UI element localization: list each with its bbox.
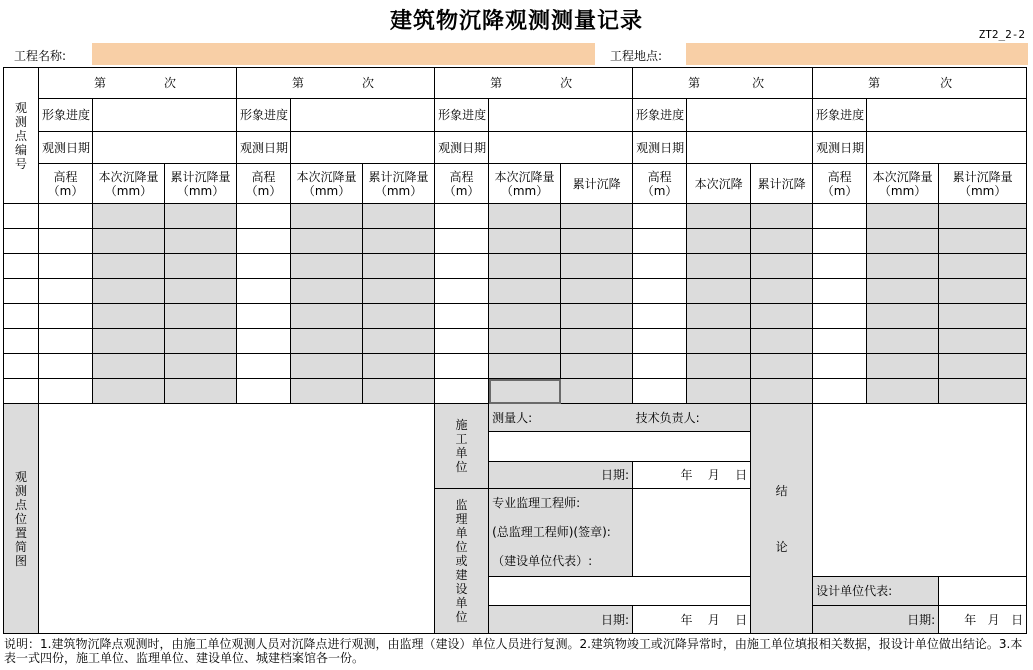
header-line [0,42,1033,66]
data-cell[interactable] [633,354,687,379]
table-row [4,304,1027,329]
progress-label: 形象进度 [435,99,489,132]
sketch-area[interactable] [39,404,435,634]
data-cell[interactable] [561,379,633,404]
data-cell[interactable] [237,379,291,404]
date-label: 观测日期 [435,132,489,164]
progress-value[interactable] [291,99,435,132]
data-cell[interactable] [39,304,93,329]
data-cell[interactable] [165,254,237,279]
data-cell[interactable] [291,204,363,229]
column-header-row [4,164,1027,204]
design-rep-label: 设计单位代表: [813,577,939,606]
data-cell[interactable] [813,304,867,329]
data-cell[interactable] [813,329,867,354]
selected-cell[interactable] [489,379,561,404]
date-label: 观测日期 [237,132,291,164]
construction-date-value[interactable]: 年 月 日 [633,462,751,489]
data-cell[interactable] [687,354,751,379]
data-cell[interactable] [561,354,633,379]
data-cell[interactable] [237,279,291,304]
point-cell[interactable] [4,254,39,279]
point-cell[interactable] [4,229,39,254]
date-row [4,132,1027,164]
supervision-sign-labels: 专业监理工程师: (总监理工程师)(签章): （建设单位代表）: [489,489,633,577]
data-cell[interactable] [813,354,867,379]
data-cell[interactable] [561,204,633,229]
data-cell[interactable] [93,254,165,279]
data-cell[interactable] [291,354,363,379]
table-row [4,229,1027,254]
data-cell[interactable] [633,379,687,404]
data-cell[interactable] [165,204,237,229]
data-cell[interactable] [813,229,867,254]
form-code: ZT2_2-2 [978,28,1025,41]
data-cell[interactable] [751,254,813,279]
construction-sign-area[interactable] [489,432,751,462]
data-cell[interactable] [237,254,291,279]
data-cell[interactable] [165,229,237,254]
explanation-note: 说明：1.建筑物沉降点观测时，由施工单位观测人员对沉降点进行观测，由监理（建设）单位人员进行复测。2.建筑物竣工或沉降异常时，由施工单位填报相关数据，报设计单位做出结论。3.本表一式四份，施工单位、监理单位、建设单位、城建档案馆各一份。 [4,637,1023,665]
data-cell[interactable] [291,229,363,254]
data-cell[interactable] [39,254,93,279]
data-cell[interactable] [687,329,751,354]
data-cell[interactable] [93,379,165,404]
point-cell[interactable] [4,279,39,304]
data-cell[interactable] [165,354,237,379]
data-cell[interactable] [165,379,237,404]
data-cell[interactable] [93,329,165,354]
construction-date-label: 日期: [489,462,633,489]
total-settle-header: 累计沉降 [561,164,633,204]
data-cell[interactable] [93,354,165,379]
data-cell[interactable] [291,279,363,304]
data-cell[interactable] [939,329,1027,354]
data-cell[interactable] [633,304,687,329]
round-cell-5[interactable]: 第 次 [813,68,1027,99]
sketch-label-cell: 观测点位置简图 [4,404,39,634]
data-cell[interactable] [435,379,489,404]
data-cell[interactable] [435,329,489,354]
round-cell-3[interactable]: 第 次 [435,68,633,99]
date-value[interactable] [687,132,813,164]
this-settle-header: 本次沉降量（mm） [291,164,363,204]
data-cell[interactable] [751,304,813,329]
elev-header: 高程（m） [633,164,687,204]
data-cell[interactable] [435,254,489,279]
data-cell[interactable] [165,304,237,329]
date-label: 观测日期 [813,132,867,164]
project-name-label: 工程名称: [14,49,67,63]
progress-label: 形象进度 [813,99,867,132]
data-cell[interactable] [939,379,1027,404]
supervision-extra-area[interactable] [489,577,751,606]
supervision-date-value[interactable]: 年 月 日 [633,606,751,634]
progress-label: 形象进度 [237,99,291,132]
design-date-label: 日期: [813,606,939,634]
data-cell[interactable] [633,329,687,354]
table-row [4,279,1027,304]
data-cell[interactable] [435,229,489,254]
data-cell[interactable] [93,204,165,229]
data-cell[interactable] [435,204,489,229]
data-cell[interactable] [291,304,363,329]
point-cell[interactable] [4,204,39,229]
data-cell[interactable] [489,279,561,304]
data-cell[interactable] [39,204,93,229]
date-value[interactable] [489,132,633,164]
data-cell[interactable] [751,329,813,354]
data-cell[interactable] [489,329,561,354]
elev-header: 高程（m） [237,164,291,204]
data-cell[interactable] [939,279,1027,304]
round-cell-1[interactable]: 第 次 [39,68,237,99]
data-cell[interactable] [687,254,751,279]
supervision-unit-label: 监理单位或建设单位 [435,489,489,634]
supervision-sign-area[interactable] [633,489,751,577]
data-cell[interactable] [867,204,939,229]
data-cell[interactable] [813,254,867,279]
date-label: 观测日期 [39,132,93,164]
data-cell[interactable] [39,229,93,254]
data-cell[interactable] [93,229,165,254]
total-settle-header: 累计沉降量（mm） [939,164,1027,204]
elev-header: 高程（m） [435,164,489,204]
data-cell[interactable] [867,354,939,379]
data-cell[interactable] [561,254,633,279]
data-cell[interactable] [751,279,813,304]
date-value[interactable] [93,132,237,164]
this-settle-header: 本次沉降 [687,164,751,204]
date-label: 观测日期 [633,132,687,164]
this-settle-header: 本次沉降量（mm） [867,164,939,204]
elev-header: 高程（m） [813,164,867,204]
table-row [4,329,1027,354]
data-cell[interactable] [561,279,633,304]
progress-value[interactable] [93,99,237,132]
data-cell[interactable] [291,379,363,404]
data-cell[interactable] [363,279,435,304]
point-cell[interactable] [4,379,39,404]
data-cell[interactable] [363,354,435,379]
data-cell[interactable] [489,204,561,229]
data-cell[interactable] [489,254,561,279]
data-cell[interactable] [363,379,435,404]
data-cell[interactable] [939,304,1027,329]
data-cell[interactable] [687,279,751,304]
point-cell[interactable] [4,304,39,329]
data-cell[interactable] [939,354,1027,379]
total-settle-header: 累计沉降量（mm） [165,164,237,204]
data-cell[interactable] [435,304,489,329]
table-row [4,354,1027,379]
data-cell[interactable] [867,229,939,254]
data-cell[interactable] [291,254,363,279]
data-cell[interactable] [867,329,939,354]
data-cell[interactable] [237,304,291,329]
progress-value[interactable] [489,99,633,132]
total-settle-header: 累计沉降量（mm） [363,164,435,204]
tech-lead-label: 技术负责人: [633,404,751,432]
data-cell[interactable] [687,304,751,329]
form-title: 建筑物沉降观测测量记录 [389,8,643,34]
conclusion-area[interactable] [813,404,1027,577]
project-site-field[interactable] [686,43,1028,65]
data-cell[interactable] [435,279,489,304]
data-cell[interactable] [165,329,237,354]
point-no-header: 观测点编号 [4,68,39,204]
data-cell[interactable] [489,354,561,379]
record-table [3,67,1027,634]
data-cell[interactable] [363,204,435,229]
data-cell[interactable] [687,379,751,404]
progress-value[interactable] [687,99,813,132]
table-row [4,379,1027,404]
data-cell[interactable] [39,354,93,379]
data-cell[interactable] [237,204,291,229]
data-cell[interactable] [633,254,687,279]
data-cell[interactable] [39,379,93,404]
data-cell[interactable] [363,329,435,354]
progress-label: 形象进度 [39,99,93,132]
progress-value[interactable] [867,99,1027,132]
data-cell[interactable] [363,254,435,279]
conclusion-label: 结 论 [751,404,813,634]
data-cell[interactable] [489,304,561,329]
data-cell[interactable] [93,304,165,329]
project-site-label: 工程地点: [610,49,663,63]
construction-row-1 [4,404,1027,432]
point-cell[interactable] [4,354,39,379]
point-cell[interactable] [4,329,39,354]
data-cell[interactable] [867,279,939,304]
data-cell[interactable] [939,229,1027,254]
data-cell[interactable] [561,329,633,354]
data-cell[interactable] [93,279,165,304]
data-cell[interactable] [687,229,751,254]
data-cell[interactable] [561,304,633,329]
data-cell[interactable] [813,279,867,304]
data-cell[interactable] [687,204,751,229]
total-settle-header: 累计沉降 [751,164,813,204]
data-cell[interactable] [237,329,291,354]
data-cell[interactable] [751,379,813,404]
design-rep-sign[interactable] [939,577,1027,606]
data-cell[interactable] [867,304,939,329]
round-row [4,68,1027,99]
data-cell[interactable] [751,229,813,254]
elev-header: 高程（m） [39,164,93,204]
data-cell[interactable] [813,204,867,229]
data-cell[interactable] [939,204,1027,229]
data-cell[interactable] [633,229,687,254]
data-cell[interactable] [363,304,435,329]
design-date-value[interactable]: 年 月 日 [939,606,1027,634]
this-settle-header: 本次沉降量（mm） [489,164,561,204]
data-cell[interactable] [363,229,435,254]
construction-unit-label: 施工单位 [435,404,489,489]
data-cell[interactable] [237,229,291,254]
data-cell[interactable] [751,354,813,379]
data-cell[interactable] [751,204,813,229]
supervision-date-label: 日期: [489,606,633,634]
project-name-field[interactable] [92,43,595,65]
data-cell[interactable] [939,254,1027,279]
data-cell[interactable] [867,254,939,279]
data-cell[interactable] [237,354,291,379]
this-settle-header: 本次沉降量（mm） [93,164,165,204]
data-cell[interactable] [633,279,687,304]
progress-row [4,99,1027,132]
table-row [4,204,1027,229]
data-cell[interactable] [813,379,867,404]
round-cell-4[interactable]: 第 次 [633,68,813,99]
progress-label: 形象进度 [633,99,687,132]
round-cell-2[interactable]: 第 次 [237,68,435,99]
date-value[interactable] [291,132,435,164]
data-cell[interactable] [867,379,939,404]
data-cell[interactable] [291,329,363,354]
table-row [4,254,1027,279]
data-cell[interactable] [39,329,93,354]
surveyor-label: 测量人: [489,404,633,432]
data-cell[interactable] [39,279,93,304]
data-cell[interactable] [561,229,633,254]
data-cell[interactable] [165,279,237,304]
data-cell[interactable] [489,229,561,254]
data-cell[interactable] [633,204,687,229]
date-value[interactable] [867,132,1027,164]
data-cell[interactable] [435,354,489,379]
